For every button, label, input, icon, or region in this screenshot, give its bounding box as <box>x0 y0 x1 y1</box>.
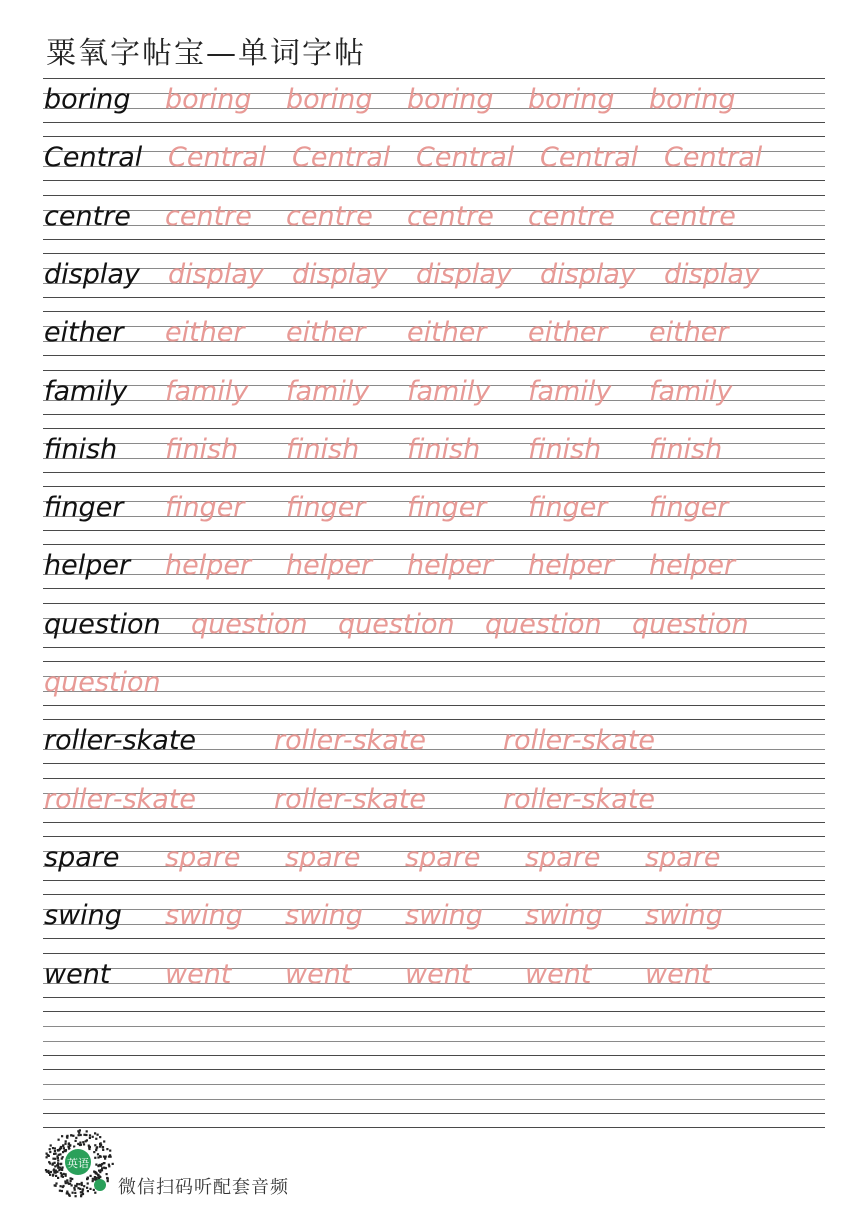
trace-word: roller-skate <box>44 783 197 815</box>
trace-word: either <box>407 317 487 349</box>
trace-word: went <box>645 958 712 990</box>
trace-word: Central <box>416 142 515 174</box>
trace-word: question <box>191 608 308 640</box>
trace-word: either <box>165 317 245 349</box>
trace-word: spare <box>165 841 241 873</box>
model-word: question <box>44 608 161 640</box>
trace-word: family <box>528 375 612 407</box>
qr-code-icon[interactable] <box>42 1128 114 1200</box>
model-word: display <box>44 258 140 290</box>
trace-word: boring <box>528 84 615 115</box>
model-word: either <box>44 317 124 349</box>
trace-word: family <box>286 375 370 407</box>
guide-line <box>43 1069 825 1070</box>
guide-line <box>43 836 825 837</box>
guide-line <box>43 822 825 823</box>
trace-word: centre <box>528 200 615 232</box>
trace-word: finger <box>407 492 487 524</box>
trace-word: helper <box>286 550 373 582</box>
guide-line <box>43 778 825 779</box>
trace-word: Central <box>540 142 639 174</box>
trace-word: either <box>649 317 729 349</box>
model-word: finger <box>44 492 124 524</box>
model-word: centre <box>44 200 131 232</box>
guide-line <box>43 136 825 137</box>
trace-word: centre <box>407 200 494 232</box>
guide-line <box>43 1011 825 1012</box>
guide-line <box>43 486 825 487</box>
guide-line <box>43 544 825 545</box>
trace-word: boring <box>649 84 736 115</box>
trace-word: went <box>285 958 352 990</box>
guide-line <box>43 370 825 371</box>
guide-line <box>43 428 825 429</box>
trace-word: either <box>528 317 608 349</box>
trace-word: swing <box>165 900 243 932</box>
guide-line <box>43 472 825 473</box>
guide-line <box>43 953 825 954</box>
trace-word: helper <box>407 550 494 582</box>
trace-word: spare <box>645 841 721 873</box>
trace-word: spare <box>285 841 361 873</box>
trace-word: helper <box>649 550 736 582</box>
trace-word: finish <box>286 433 360 465</box>
trace-word: display <box>664 258 760 290</box>
trace-word: display <box>168 258 264 290</box>
wechat-mini-icon <box>94 1179 106 1191</box>
model-word: swing <box>44 900 122 932</box>
trace-word: went <box>525 958 592 990</box>
model-word: Central <box>44 142 143 174</box>
trace-word: finish <box>528 433 602 465</box>
trace-word: spare <box>405 841 481 873</box>
trace-word: roller-skate <box>503 783 656 815</box>
guide-line <box>43 78 825 79</box>
trace-word: Central <box>292 142 391 174</box>
model-word: helper <box>44 550 131 582</box>
trace-word: finish <box>407 433 481 465</box>
trace-word: display <box>540 258 636 290</box>
guide-line <box>43 195 825 196</box>
trace-word: Central <box>664 142 763 174</box>
guide-line <box>43 311 825 312</box>
guide-line <box>43 588 825 589</box>
trace-word: finger <box>286 492 366 524</box>
guide-line <box>43 894 825 895</box>
model-word: roller-skate <box>44 725 197 757</box>
trace-word: boring <box>407 84 494 115</box>
qr-badge-text: 英语 <box>67 1157 89 1170</box>
trace-word: centre <box>286 200 373 232</box>
trace-word: family <box>649 375 733 407</box>
model-word: went <box>44 958 111 990</box>
trace-word: helper <box>165 550 252 582</box>
guide-line <box>43 355 825 356</box>
guide-line <box>43 647 825 648</box>
guide-line <box>43 763 825 764</box>
guide-line <box>43 661 825 662</box>
guide-line <box>43 1113 825 1114</box>
trace-word: swing <box>645 900 723 932</box>
trace-word: roller-skate <box>274 783 427 815</box>
trace-word: finish <box>649 433 723 465</box>
trace-word: swing <box>525 900 603 932</box>
guide-line <box>43 122 825 123</box>
guide-line <box>43 1041 825 1042</box>
model-word: finish <box>44 433 118 465</box>
guide-line <box>43 530 825 531</box>
trace-word: Central <box>168 142 267 174</box>
guide-line <box>43 880 825 881</box>
guide-line <box>43 938 825 939</box>
trace-word: spare <box>525 841 601 873</box>
trace-word: display <box>292 258 388 290</box>
trace-word: question <box>632 608 749 640</box>
guide-line <box>43 414 825 415</box>
trace-word: finger <box>649 492 729 524</box>
guide-line <box>43 297 825 298</box>
model-word: family <box>44 375 128 407</box>
guide-line <box>43 253 825 254</box>
trace-word: boring <box>286 84 373 115</box>
trace-word: finish <box>165 433 239 465</box>
trace-word: centre <box>165 200 252 232</box>
trace-word: boring <box>165 84 252 115</box>
guide-line <box>43 1084 825 1085</box>
trace-word: roller-skate <box>274 725 427 757</box>
guide-line <box>43 719 825 720</box>
trace-word: swing <box>405 900 483 932</box>
guide-line <box>43 180 825 181</box>
trace-word: centre <box>649 200 736 232</box>
model-word: boring <box>44 84 131 115</box>
trace-word: helper <box>528 550 615 582</box>
guide-line <box>43 997 825 998</box>
page-title: 粟氧字帖宝—单词字帖 <box>46 36 366 71</box>
trace-word: swing <box>285 900 363 932</box>
guide-line <box>43 1099 825 1100</box>
trace-word: question <box>44 667 161 698</box>
trace-word: finger <box>165 492 245 524</box>
trace-word: family <box>407 375 491 407</box>
footer-caption: 微信扫码听配套音频 <box>118 1177 289 1198</box>
trace-word: question <box>338 608 455 640</box>
model-word: spare <box>44 841 120 873</box>
trace-word: display <box>416 258 512 290</box>
trace-word: roller-skate <box>503 725 656 757</box>
guide-line <box>43 705 825 706</box>
guide-line <box>43 1055 825 1056</box>
guide-line <box>43 1026 825 1027</box>
trace-word: question <box>485 608 602 640</box>
trace-word: either <box>286 317 366 349</box>
trace-word: went <box>165 958 232 990</box>
guide-line <box>43 239 825 240</box>
trace-word: finger <box>528 492 608 524</box>
trace-word: went <box>405 958 472 990</box>
guide-line <box>43 603 825 604</box>
trace-word: family <box>165 375 249 407</box>
